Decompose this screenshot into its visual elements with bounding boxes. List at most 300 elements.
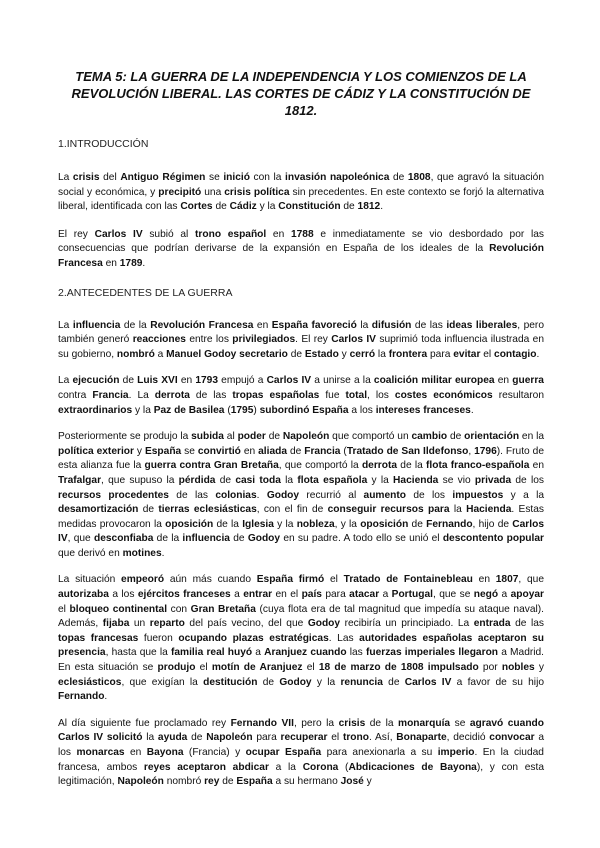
bold-text-run: cambio xyxy=(411,431,448,443)
bold-text-run: trono xyxy=(342,732,369,744)
text-run: Posteriormente se produjo la xyxy=(58,431,192,443)
text-run: , pero también generó xyxy=(58,319,544,346)
text-run: , decidió xyxy=(446,732,490,744)
bold-text-run: Francia xyxy=(92,389,129,401)
bold-text-run: ocupar España xyxy=(245,747,322,758)
text-run: en la xyxy=(519,431,545,443)
text-run: se xyxy=(450,717,470,729)
text-run: (cuya flota era de tal magnitud que impedía su ataque naval). Además, xyxy=(58,603,544,630)
text-run: de los xyxy=(406,489,453,501)
text-run: a su hermano xyxy=(272,776,341,788)
paragraph-antecedentes-2 xyxy=(58,374,544,418)
bold-text-run: 18 de marzo de 1808 impulsado xyxy=(318,662,479,674)
text-run: . xyxy=(142,257,146,269)
text-run: resultaron xyxy=(492,389,544,401)
bold-text-run: ocupando plazas estratégicas xyxy=(178,632,329,644)
bold-text-run: destitución xyxy=(203,676,258,688)
text-run: y la xyxy=(132,404,154,416)
text-run: de xyxy=(215,474,236,486)
text-run: a xyxy=(498,589,511,601)
text-run: de xyxy=(119,375,138,387)
text-run: ) xyxy=(253,404,260,416)
text-run: de xyxy=(447,431,465,443)
text-run: ( xyxy=(340,445,347,457)
text-run: ( xyxy=(338,761,349,773)
bold-text-run: fijaba xyxy=(102,618,130,630)
bold-text-run: flota franco-española xyxy=(426,460,530,472)
bold-text-run: España xyxy=(271,319,309,331)
bold-text-run: Tratado de San Ildefonso xyxy=(346,445,469,457)
bold-text-run: Luis XVI xyxy=(137,375,178,387)
text-run: de las xyxy=(510,618,544,630)
bold-text-run: tierras eclesiásticas xyxy=(158,504,257,516)
bold-text-run: convocar xyxy=(489,732,535,744)
bold-text-run: Constitución xyxy=(278,201,341,213)
text-run: la xyxy=(375,348,389,360)
text-run: que derivó en xyxy=(58,547,123,559)
text-run: de xyxy=(138,504,159,516)
bold-text-run: Gran Bretaña xyxy=(190,603,256,615)
bold-text-run: produjo xyxy=(157,662,196,674)
bold-text-run: subida xyxy=(191,431,224,443)
bold-text-run: nobleza xyxy=(296,518,335,530)
text-run: que comportó un xyxy=(329,431,412,443)
text-run: e inmediatamente se vio desbordado por las consecuencias que podrían derivarse de la expansión en España de los ideales de la xyxy=(58,228,544,255)
bold-text-run: negó xyxy=(473,589,499,601)
text-run: subió al xyxy=(142,228,196,240)
text-run: , los xyxy=(367,389,395,401)
text-run: de xyxy=(408,518,427,530)
text-run: a xyxy=(379,589,392,601)
bold-text-run: Cádiz xyxy=(229,201,257,213)
text-run: de xyxy=(389,172,408,183)
bold-text-run: motines xyxy=(122,547,162,559)
bold-text-run: total xyxy=(345,389,368,401)
bold-text-run: Corona xyxy=(302,761,339,773)
bold-text-run: Abdicaciones de Bayona xyxy=(348,761,477,773)
text-run: empujó a xyxy=(218,375,267,387)
text-run: de xyxy=(287,348,305,360)
text-run: de la xyxy=(120,319,151,331)
text-run: en xyxy=(102,257,120,269)
text-run: y la xyxy=(367,474,394,486)
bold-text-run: ayuda xyxy=(157,732,188,744)
bold-text-run: coalición militar europea xyxy=(373,375,495,387)
text-run: la xyxy=(142,732,158,744)
text-run: aún más cuando xyxy=(164,574,257,586)
bold-text-run: convirtió xyxy=(197,445,241,457)
bold-text-run: Godoy xyxy=(307,618,341,630)
bold-text-run: familia real huyó xyxy=(170,647,253,659)
text-run: suprimió toda influencia ilustrada en su gobierno, xyxy=(58,334,544,360)
bold-text-run: Carlos IV xyxy=(331,334,376,346)
bold-text-run: autorizaba xyxy=(58,589,109,601)
bold-text-run: 1788 xyxy=(290,228,314,240)
text-run: de xyxy=(382,676,405,688)
bold-text-run: Hacienda xyxy=(393,474,439,486)
text-run: . El rey xyxy=(295,334,332,346)
text-run: un xyxy=(129,618,150,630)
section-heading-introduccion: 1.INTRODUCCIÓN xyxy=(58,138,149,150)
text-run: . xyxy=(536,348,540,360)
bold-text-run: costes económicos xyxy=(394,389,493,401)
text-run: , xyxy=(468,445,475,457)
text-run: se vio xyxy=(438,474,475,486)
text-run: de xyxy=(212,201,230,213)
text-run: a xyxy=(154,348,167,360)
text-run: de xyxy=(229,533,248,545)
bold-text-run: difusión xyxy=(371,319,412,331)
bold-text-run: motín de Aranjuez xyxy=(211,662,303,674)
bold-text-run: frontera xyxy=(388,348,428,360)
bold-text-run: reacciones xyxy=(132,334,186,346)
bold-text-run: poder xyxy=(237,431,266,443)
text-run: . xyxy=(161,547,165,559)
bold-text-run: impuestos xyxy=(452,489,504,501)
bold-text-run: atacar xyxy=(349,589,380,601)
bold-text-run: conseguir recursos para xyxy=(327,504,450,516)
text-run: , que comportó la xyxy=(278,460,362,472)
bold-text-run: topas francesas xyxy=(58,632,139,644)
bold-text-run: reparto xyxy=(149,618,185,630)
section-heading-antecedentes: 2.ANTECEDENTES DE LA GUERRA xyxy=(58,286,233,299)
document-title: TEMA 5: LA GUERRA DE LA INDEPENDENCIA Y LOS COMIENZOS DE LA REVOLUCIÓN LIBERAL. LAS CORTES DE CÁDIZ Y LA CONSTITUCIÓN DE 1812. xyxy=(71,69,531,118)
bold-text-run: Bonaparte xyxy=(396,732,447,744)
bold-text-run: aumento xyxy=(363,489,406,501)
text-run: recurrió al xyxy=(299,489,364,501)
text-run: , y la xyxy=(334,518,361,530)
bold-text-run: Manuel Godoy secretario xyxy=(166,348,288,360)
bold-text-run: Estado xyxy=(304,348,339,360)
bold-text-run: Revolución Francesa xyxy=(58,243,544,269)
text-run: de las xyxy=(189,389,233,401)
text-run: La xyxy=(58,319,73,331)
text-run: , que agravó la situación social y económica, y xyxy=(58,172,544,198)
bold-text-run: nobles xyxy=(501,662,535,674)
bold-text-run: invasión napoleónica xyxy=(285,172,390,183)
text-run: de la xyxy=(365,717,399,729)
bold-text-run: Antiguo Régimen xyxy=(120,172,206,183)
bold-text-run: 1807 xyxy=(495,574,519,586)
bold-text-run: evitar xyxy=(453,348,481,360)
bold-text-run: Tratado de Fontainebleau xyxy=(343,574,473,586)
bold-text-run: Aranjuez cuando xyxy=(264,647,347,659)
bold-text-run: Cortes xyxy=(180,201,213,213)
bold-text-run: 1796 xyxy=(474,445,497,457)
bold-text-run: monarquía xyxy=(398,717,451,729)
paragraph-intro-1 xyxy=(58,171,544,215)
text-run: con xyxy=(167,603,191,615)
text-run: la xyxy=(280,474,298,486)
bold-text-run: ejecución xyxy=(72,375,120,387)
text-run: de los xyxy=(511,474,544,486)
text-run: de las xyxy=(411,319,447,331)
paragraph-antecedentes-5 xyxy=(58,717,544,790)
text-run: . La xyxy=(128,389,155,401)
text-run: se xyxy=(181,445,198,457)
text-run: y la xyxy=(256,201,279,213)
bold-text-run: España firmó xyxy=(256,574,325,586)
paragraph-antecedentes-3 xyxy=(58,430,544,561)
text-run: y la xyxy=(273,518,297,530)
bold-text-run: José xyxy=(340,776,364,788)
bold-text-run: empeoró xyxy=(121,574,165,586)
text-run: . En la ciudad francesa, ambos xyxy=(58,747,544,773)
text-run: en xyxy=(266,228,291,240)
text-run: para xyxy=(427,348,454,360)
text-run: y xyxy=(534,662,544,674)
text-run: El rey xyxy=(58,228,95,240)
text-run: Al día siguiente fue proclamado rey xyxy=(58,717,231,729)
bold-text-run: extraordinarios xyxy=(58,404,133,416)
bold-text-run: tropas españolas xyxy=(232,389,320,401)
bold-text-run: reyes aceptaron abdicar xyxy=(143,761,269,773)
bold-text-run: Fernando VII xyxy=(230,717,294,729)
text-run: , con el fin de xyxy=(256,504,328,516)
text-run: a la xyxy=(268,761,303,773)
bold-text-run: Francia xyxy=(304,445,341,457)
bold-text-run: bloqueo continental xyxy=(69,603,168,615)
text-run: , que exigían la xyxy=(121,676,204,688)
bold-text-run: recursos procedentes xyxy=(58,489,169,501)
bold-text-run: eclesiásticos xyxy=(58,676,122,688)
text-run: . xyxy=(470,404,474,416)
bold-text-run: ejércitos franceses xyxy=(137,589,231,601)
text-run: de xyxy=(340,201,358,213)
text-run: el xyxy=(58,603,70,615)
bold-text-run: rey xyxy=(204,776,220,788)
bold-text-run: Carlos IV xyxy=(94,228,143,240)
text-run: . Las xyxy=(328,632,360,644)
text-run: , que supuso la xyxy=(101,474,179,486)
bold-text-run: Carlos IV xyxy=(404,676,452,688)
bold-text-run: Napoleón xyxy=(282,431,330,443)
paragraph-antecedentes-4 xyxy=(58,573,544,704)
text-run: a los xyxy=(58,732,544,758)
bold-text-run: cerró xyxy=(349,348,376,360)
bold-text-run: contagio xyxy=(494,348,537,360)
bold-text-run: 1793 xyxy=(195,375,219,387)
bold-text-run: desconfiaba xyxy=(93,533,154,545)
text-run: el xyxy=(327,732,343,744)
text-run: a los xyxy=(108,589,138,601)
bold-text-run: casi toda xyxy=(235,474,281,486)
bold-text-run: Portugal xyxy=(391,589,433,601)
text-run: en xyxy=(253,319,272,331)
text-run: la xyxy=(449,504,467,516)
text-run: al xyxy=(223,431,238,443)
bold-text-run: colonias xyxy=(215,489,257,501)
bold-text-run: privada xyxy=(474,474,512,486)
bold-text-run: renuncia xyxy=(340,676,383,688)
text-run: y xyxy=(338,348,350,360)
bold-text-run: Paz de Basilea xyxy=(153,404,225,416)
bold-text-run: política exterior xyxy=(58,445,134,457)
text-run: de xyxy=(287,445,305,457)
text-run: . xyxy=(104,691,108,703)
text-run: ( xyxy=(224,404,231,416)
bold-text-run: Revolución Francesa xyxy=(150,319,254,331)
bold-text-run: ideas liberales xyxy=(446,319,518,331)
text-run: a los xyxy=(348,404,376,416)
bold-text-run: nombró xyxy=(116,348,155,360)
text-run: en xyxy=(529,460,544,472)
bold-text-run: guerra xyxy=(512,375,544,387)
text-run: para xyxy=(321,589,350,601)
bold-text-run: favoreció xyxy=(311,319,357,331)
bold-text-run: influencia xyxy=(72,319,121,331)
text-run: . xyxy=(380,201,384,213)
text-run: de la xyxy=(213,518,243,530)
text-run: en xyxy=(124,747,147,758)
bold-text-run: Godoy xyxy=(266,489,300,501)
text-run: , que se xyxy=(432,589,474,601)
paragraph-antecedentes-1 xyxy=(58,319,544,363)
text-run: , que xyxy=(67,533,94,545)
text-run: ), y con esta legitimación, xyxy=(58,761,544,788)
text-run: contra xyxy=(58,389,93,401)
bold-text-run: fuerzas imperiales llegaron xyxy=(365,647,499,659)
bold-text-run: crisis xyxy=(338,717,366,729)
text-run: para xyxy=(252,732,281,744)
bold-text-run: derrota xyxy=(154,389,190,401)
bold-text-run: país xyxy=(301,589,322,601)
bold-text-run: Godoy xyxy=(247,533,281,545)
bold-text-run: Trafalgar xyxy=(58,474,102,486)
text-run: La xyxy=(58,375,73,387)
bold-text-run: oposición xyxy=(165,518,214,530)
text-run: entre los xyxy=(185,334,233,346)
paragraph-intro-2 xyxy=(58,228,544,272)
bold-text-run: crisis xyxy=(72,172,100,183)
bold-text-run: trono español xyxy=(195,228,267,240)
text-run: en xyxy=(494,375,513,387)
bold-text-run: oposición xyxy=(360,518,409,530)
text-run: ). Fruto de esta alianza fue la xyxy=(58,445,544,472)
bold-text-run: inició xyxy=(223,172,250,183)
bold-text-run: Fernando xyxy=(58,691,105,703)
text-run: . xyxy=(256,489,267,501)
bold-text-run: crisis política xyxy=(224,186,290,198)
text-run: de xyxy=(265,431,283,443)
text-run: (Francia) y xyxy=(183,747,246,758)
text-run: el xyxy=(324,574,344,586)
text-run: se xyxy=(205,172,224,183)
bold-text-run: apoyar xyxy=(510,589,545,601)
bold-text-run: Napoleón xyxy=(206,732,253,744)
text-run: . Estas medidas provocaron la xyxy=(58,504,545,530)
text-run: la xyxy=(356,319,372,331)
bold-text-run: Carlos IV xyxy=(266,375,312,387)
text-run: de las xyxy=(168,489,216,501)
text-run: , hijo de xyxy=(472,518,513,530)
text-run: en el xyxy=(272,589,302,601)
bold-text-run: imperio xyxy=(437,747,475,758)
bold-text-run: 1812 xyxy=(357,201,381,213)
bold-text-run: subordinó España xyxy=(259,404,349,416)
text-run: de xyxy=(257,676,280,688)
bold-text-run: desamortización xyxy=(58,504,139,516)
text-run: las xyxy=(346,647,366,659)
text-run: , pero la xyxy=(293,717,339,729)
text-run: una xyxy=(201,186,225,198)
text-run: en xyxy=(240,445,259,457)
text-run: de xyxy=(219,776,237,788)
bold-text-run: influencia xyxy=(182,533,230,545)
text-run: a xyxy=(252,647,265,659)
bold-text-run: 1795 xyxy=(230,404,254,416)
bold-text-run: 1808 xyxy=(407,172,431,183)
text-run: y la xyxy=(311,676,341,688)
bold-text-run: privilegiados xyxy=(232,334,296,346)
text-run: en xyxy=(177,375,196,387)
text-run: del país vecino, del que xyxy=(184,618,308,630)
text-run: del xyxy=(99,172,121,183)
bold-text-run: 1789 xyxy=(119,257,143,269)
bold-text-run: monarcas xyxy=(76,747,125,758)
text-run: de la xyxy=(153,533,183,545)
text-run: el xyxy=(480,348,495,360)
text-run: a unirse a la xyxy=(311,375,374,387)
text-run: sin precedentes. En este contexto se forjó la alternativa liberal, identificada con las xyxy=(58,186,544,213)
text-run: para anexionarla a su xyxy=(321,747,438,758)
bold-text-run: Fernando xyxy=(426,518,473,530)
bold-text-run: Bayona xyxy=(146,747,184,758)
text-run: a favor de su hijo xyxy=(451,676,544,688)
text-run: recibiría un principiado. La xyxy=(340,618,474,630)
text-run: La situación xyxy=(58,574,122,586)
bold-text-run: agravó cuando Carlos IV solicitó xyxy=(58,717,544,744)
text-run: , que xyxy=(518,574,544,586)
text-run: La xyxy=(58,172,73,183)
bold-text-run: Carlos IV xyxy=(58,518,544,545)
text-run: en xyxy=(472,574,496,586)
text-run: . Así, xyxy=(368,732,397,744)
text-run: de xyxy=(187,732,207,744)
text-run: a Madrid. En esta situación se xyxy=(58,647,545,674)
bold-text-run: España xyxy=(144,445,182,457)
text-run: y a la xyxy=(503,489,544,501)
text-run: el xyxy=(195,662,212,674)
bold-text-run: España xyxy=(236,776,273,788)
text-run: de la xyxy=(397,460,426,472)
bold-text-run: descontento popular xyxy=(442,533,544,545)
text-run: nombró xyxy=(163,776,205,788)
bold-text-run: intereses franceses xyxy=(375,404,471,416)
text-run: y xyxy=(133,445,145,457)
bold-text-run: guerra contra Gran Bretaña xyxy=(144,460,279,472)
bold-text-run: aliada xyxy=(258,445,288,457)
text-run: por xyxy=(478,662,502,674)
bold-text-run: autoridades españolas aceptaron su presencia xyxy=(58,632,544,659)
bold-text-run: Godoy xyxy=(279,676,312,688)
bold-text-run: flota española xyxy=(297,474,368,486)
text-run: el xyxy=(302,662,319,674)
text-run: en su padre. A todo ello se unió el xyxy=(280,533,443,545)
bold-text-run: Hacienda xyxy=(466,504,512,516)
bold-text-run: precipitó xyxy=(158,186,202,198)
bold-text-run: Iglesia xyxy=(242,518,274,530)
text-run: a xyxy=(230,589,244,601)
bold-text-run: orientación xyxy=(464,431,520,443)
bold-text-run: derrota xyxy=(361,460,398,472)
bold-text-run: recuperar xyxy=(280,732,328,744)
text-run: con la xyxy=(249,172,286,183)
text-run: , hasta que la xyxy=(105,647,171,659)
text-run: fueron xyxy=(138,632,179,644)
bold-text-run: entrada xyxy=(473,618,511,630)
text-run: fue xyxy=(319,389,346,401)
